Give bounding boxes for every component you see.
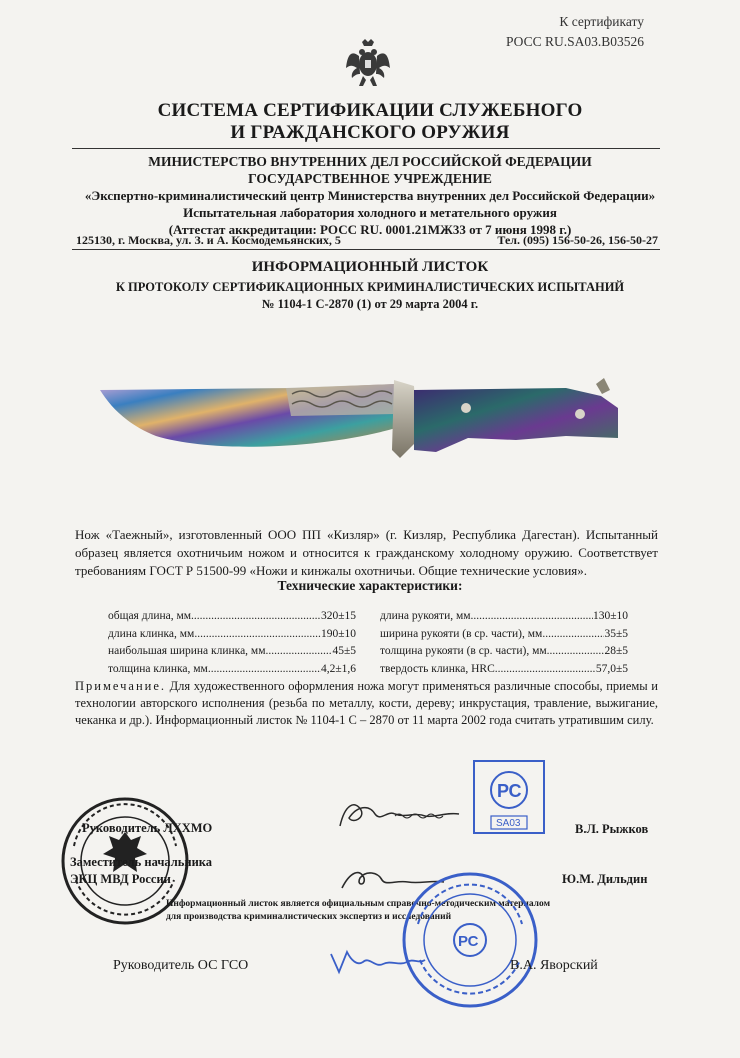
round-stamp-right [400,870,540,1010]
spec-value: 28±5 [604,645,628,657]
institution-type: ГОСУДАРСТВЕННОЕ УЧРЕЖДЕНИЕ [248,171,492,186]
spec-label: длина рукояти, мм [380,610,471,622]
deputy-org: ЭКЦ МВД России [70,872,171,886]
spec-value: 320±15 [320,610,356,622]
spec-column-right [380,608,628,678]
system-title-line2: И ГРАЖДАНСКОГО ОРУЖИЯ [230,122,510,143]
rst-certification-mark [473,760,545,834]
spec-row [380,626,628,644]
cert-ref-line1: К сертификату [559,14,644,29]
protocol-number: № 1104-1 С-2870 (1) от 29 марта 2004 г. [261,297,479,311]
spec-label: наибольшая ширина клинка, мм [108,645,266,657]
spec-label: толщина клинка, мм [108,662,208,675]
spec-row [108,661,356,679]
note-label: Примечание. [75,679,167,693]
info-sheet-title: ИНФОРМАЦИОННЫЙ ЛИСТОК [251,259,489,275]
deputy-title: Заместитель начальника [70,855,213,869]
spec-table [108,608,628,678]
contact-row [76,233,658,248]
ministry-name: МИНИСТЕРСТВО ВНУТРЕННИХ ДЕЛ РОССИЙСКОЙ ФЕДЕРАЦИИ [148,154,592,169]
center-name: «Экспертно-криминалистический центр Министерства внутренних дел Российской Федерации» [84,188,656,203]
spec-label: твердость клинка, HRC [380,662,495,675]
knife-photo [96,378,630,464]
deputy-name: Ю.М. Дильдин [562,872,648,886]
spec-row [108,643,356,661]
header-divider-bottom [72,249,660,250]
protocol-line: К ПРОТОКОЛУ СЕРТИФИКАЦИОННЫХ КРИМИНАЛИСТИЧЕСКИХ ИСПЫТАНИЙ [115,280,625,294]
rst-code: SA03 [496,818,521,829]
spec-value: 4,2±1,6 [320,662,356,675]
spec-value: 130±10 [592,610,628,622]
certificate-reference [506,12,644,52]
note-text: Для художественного оформления ножа могут применяться различные способы, приемы и технологии авторского исполнения (резьба по металлу, кости, дереву; инкрустация, травление, выжигание, чеканка и др.). Информационный листок № 1104-1 С – 2870 от 11 марта 2002 года считать утратившим силу. [75,679,658,727]
lab-name: Испытательная лаборатория холодного и метательного оружия [183,205,557,220]
spec-value: 35±5 [604,627,628,640]
spec-label: общая длина, мм [108,610,192,622]
system-title [0,100,740,144]
head-title: Руководитель ЛХХМО [82,821,213,835]
footnote-line2: для производства криминалистических экспертиз и исследований [166,912,452,922]
cert-ref-number: РОСС RU.SA03.B03526 [506,34,644,49]
product-description: Нож «Таежный», изготовленный ООО ПП «Кизляр» (г. Кизляр, Республика Дагестан). Испытанный образец является охотничьим ножом и относится к гражданскому холодному оружию. Соответствует требованиям ГОСТ Р 51500-99 «Ножи и кинжалы охотничьи. Общие технические условия». [75,527,658,578]
coat-of-arms-icon [345,38,391,92]
spec-column-left [108,608,356,678]
tech-specs-heading: Технические характеристики: [277,578,463,593]
svg-text:РС: РС [458,933,479,950]
issuer-header [60,153,680,238]
note-paragraph [75,678,658,729]
accreditation: (Аттестат аккредитации: РОСС RU. 0001.21МЖ33 от 7 июня 1998 г.) [168,222,572,237]
spec-label: толщина рукояти (в ср. части), мм [380,645,547,657]
spec-row [108,626,356,644]
signature-yavorsky [327,946,427,978]
info-sheet-subtitle [0,279,740,313]
spec-label: длина клинка, мм [108,627,195,640]
lab-phone: Тел. (095) 156-50-26, 156-50-27 [497,233,658,247]
svg-text:РС: РС [497,781,522,801]
spec-row [380,608,628,626]
signature-ryzhkov [335,796,465,834]
footnote-line1: Информационный листок является официальным справочно-методическим материалом [166,899,551,909]
spec-value: 57,0±5 [595,662,628,675]
spec-value: 190±10 [320,627,356,640]
spec-label: ширина рукояти (в ср. части), мм [380,627,543,640]
os-name: В.А. Яворский [510,958,598,973]
header-divider-top [72,148,660,149]
spec-row [108,608,356,626]
lab-address: 125130, г. Москва, ул. З. и А. Космодемьянских, 5 [76,233,341,247]
os-title: Руководитель ОС ГСО [113,958,249,973]
spec-row [380,643,628,661]
spec-value: 45±5 [332,645,356,657]
head-name: В.Л. Рыжков [575,822,649,836]
system-title-line1: СИСТЕМА СЕРТИФИКАЦИИ СЛУЖЕБНОГО [157,100,583,121]
spec-row [380,661,628,679]
